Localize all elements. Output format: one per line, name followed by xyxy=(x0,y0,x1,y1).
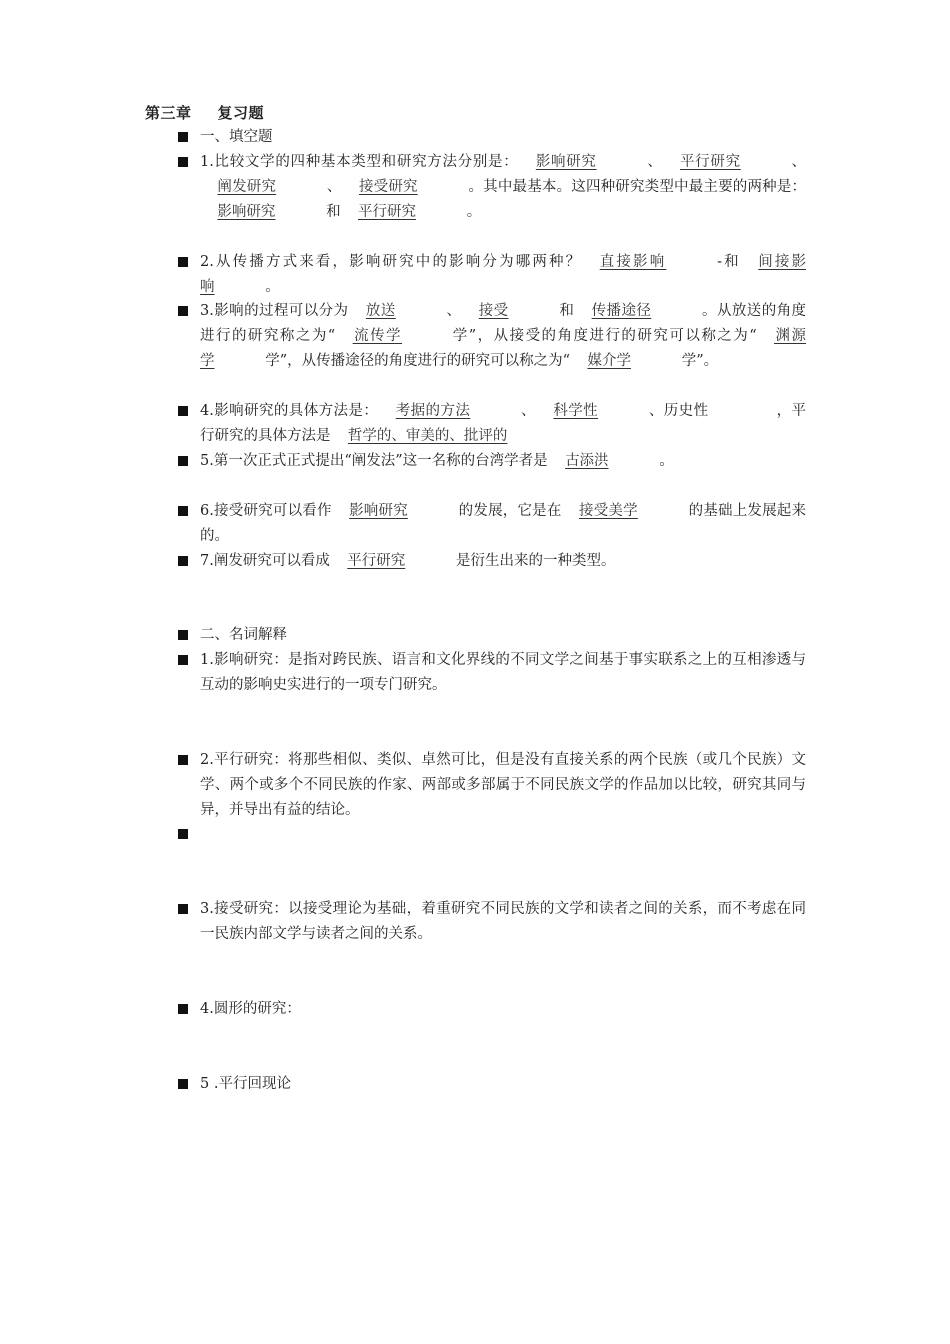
list-item xyxy=(178,897,808,947)
text-segment: 3.影响的过程可以分为 xyxy=(200,303,349,319)
text-segment: 学”。 xyxy=(681,353,719,369)
text-segment: 5.第一次正式正式提出“阐发法”这一名称的台湾学者是 xyxy=(200,453,548,469)
item-text xyxy=(200,399,806,449)
answer-blank: 哲学的、审美的、批评的 xyxy=(347,428,508,444)
bullet-icon xyxy=(178,506,188,516)
page-title xyxy=(145,102,264,123)
text-segment: 的发展，它是在 xyxy=(458,503,562,519)
list-item xyxy=(178,997,808,1022)
list-item xyxy=(178,449,808,474)
text-segment: 和 xyxy=(559,303,575,319)
text-segment: 2.平行研究：将那些相似、类似、卓然可比，但是没有直接关系的两个民族（或几个民族）文学、两个或多个不同民族的作家、两部或多部属于不同民族文学的作品加以比较，研究其同与异，并导出有益的结论。 xyxy=(200,752,806,818)
item-text xyxy=(200,125,806,150)
answer-blank: 科学性 xyxy=(553,403,599,419)
answer-blank: 影响研究 xyxy=(535,154,597,170)
item-text xyxy=(200,997,806,1022)
bullet-icon xyxy=(178,257,188,267)
answer-blank: 平行研究 xyxy=(358,204,417,220)
answer-blank: 媒介学 xyxy=(587,353,631,369)
list-item xyxy=(178,549,808,574)
item-text xyxy=(200,150,806,225)
answer-blank: 接受研究 xyxy=(358,179,418,195)
text-segment: 和 xyxy=(326,204,341,220)
list-item xyxy=(178,623,808,648)
item-text xyxy=(200,748,806,823)
text-segment: 6.接受研究可以看作 xyxy=(200,503,332,519)
text-segment: 学”，从接受的角度进行的研究可以称之为“ xyxy=(452,328,757,344)
text-segment: 。 xyxy=(466,204,482,220)
item-text xyxy=(200,623,806,648)
bullet-icon xyxy=(178,556,188,566)
bullet-icon xyxy=(178,132,188,142)
text-segment: ，平行研究的具体方法是 xyxy=(200,403,807,444)
text-segment: 4.圆形的研究： xyxy=(200,1001,301,1017)
list-item xyxy=(178,648,808,698)
chapter-label: 第三章 xyxy=(145,104,192,122)
item-text xyxy=(200,897,806,947)
answer-blank: 影响研究 xyxy=(349,503,408,519)
text-segment: 1.比较文学的四种基本类型和研究方法分别是： xyxy=(200,154,519,170)
answer-blank: 接受 xyxy=(478,303,509,319)
item-text xyxy=(200,250,806,300)
text-segment: 5 .平行回现论 xyxy=(200,1076,291,1092)
text-segment: 2.从传播方式来看，影响研究中的影响分为哪两种？ xyxy=(200,254,583,270)
text-segment: 。 xyxy=(659,453,674,469)
answer-blank: 古添洪 xyxy=(565,453,609,469)
text-segment: 一、填空题 xyxy=(200,129,273,145)
text-segment: 3.接受研究：以接受理论为基础，着重研究不同民族的文学和读者之间的关系，而不考虑在同一民族内部文学与读者之间的关系。 xyxy=(200,901,806,942)
answer-blank: 平行研究 xyxy=(347,553,406,569)
answer-blank: 影响研究 xyxy=(217,204,276,220)
text-segment: 1.影响研究：是指对跨民族、语言和文化界线的不同文学之间基于事实联系之上的互相渗透与互动的影响史实进行的一项专门研究。 xyxy=(200,652,806,693)
list-item xyxy=(178,1072,808,1097)
text-segment: 。 xyxy=(265,279,280,295)
answer-blank: 阐发研究 xyxy=(217,179,277,195)
text-segment: 二、名词解释 xyxy=(200,627,287,643)
text-segment: 、历史性 xyxy=(648,403,709,419)
answer-blank: 渊源学 xyxy=(200,328,806,369)
list-item xyxy=(178,150,808,225)
list-item xyxy=(178,250,808,300)
answer-blank: 传播途径 xyxy=(591,303,652,319)
text-segment: 是衍生出来的一种类型。 xyxy=(455,553,616,569)
bullet-icon xyxy=(178,904,188,914)
text-segment: 、 xyxy=(446,303,462,319)
list-item xyxy=(178,299,808,374)
text-segment: -和 xyxy=(717,254,741,270)
answer-blank: 接受美学 xyxy=(579,503,638,519)
text-segment: 的基础上发展起来的。 xyxy=(200,503,807,544)
text-segment: 、 xyxy=(647,154,663,170)
text-segment: 学”，从传播途径的角度进行的研究可以称之为“ xyxy=(265,353,571,369)
bullet-icon xyxy=(178,755,188,765)
text-segment: 、 xyxy=(326,179,342,195)
bullet-icon xyxy=(178,306,188,316)
answer-blank: 流传学 xyxy=(352,328,403,344)
text-segment: 、 xyxy=(521,403,536,419)
bullet-icon xyxy=(178,1079,188,1089)
bullet-icon xyxy=(178,406,188,416)
answer-blank: 间接影响 xyxy=(200,254,807,295)
item-text xyxy=(200,449,806,474)
title-name: 复习题 xyxy=(217,104,265,122)
text-segment: 。从放送的角度进行的研究称之为“ xyxy=(200,303,807,344)
text-segment: 、 xyxy=(791,154,807,170)
item-text xyxy=(200,549,806,574)
answer-blank: 平行研究 xyxy=(679,154,741,170)
text-segment: 4.影响研究的具体方法是： xyxy=(200,403,379,419)
bullet-icon xyxy=(178,630,188,640)
answer-blank: 放送 xyxy=(365,303,396,319)
bullet-icon xyxy=(178,655,188,665)
item-text xyxy=(200,299,806,374)
text-segment: 7.阐发研究可以看成 xyxy=(200,553,330,569)
answer-blank: 直接影响 xyxy=(599,254,667,270)
bullet-icon xyxy=(178,456,188,466)
item-text xyxy=(200,499,806,549)
list-item xyxy=(178,125,808,150)
list-item xyxy=(178,748,808,823)
text-segment: 。其中最基本。这四种研究类型中最主要的两种是： xyxy=(468,179,807,195)
item-text xyxy=(200,1072,806,1097)
bullet-icon xyxy=(178,829,188,839)
bullet-icon xyxy=(178,157,188,167)
item-text xyxy=(200,648,806,698)
bullet-icon xyxy=(178,1004,188,1014)
answer-blank: 考据的方法 xyxy=(395,403,471,419)
list-item xyxy=(178,499,808,549)
answer-blank xyxy=(708,403,776,419)
list-item xyxy=(178,399,808,449)
